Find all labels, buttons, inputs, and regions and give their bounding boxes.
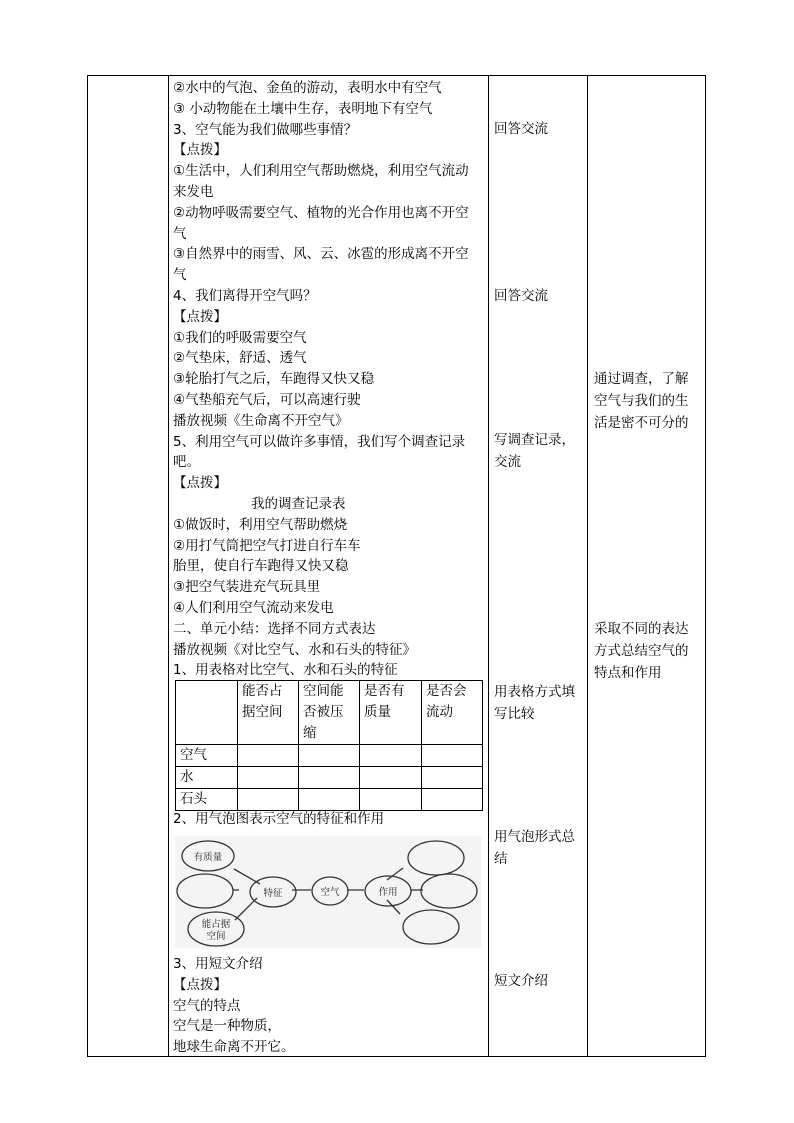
content-line: ③把空气装进充气玩具里: [173, 579, 321, 596]
content-line: 3、用短文介绍: [173, 956, 263, 972]
content-line: 气: [173, 225, 187, 242]
table-cell: [422, 789, 483, 811]
content-line: 【点拨】: [173, 475, 227, 492]
design-intent: 通过调查，了解 空气与我们的生 活是密不可分的: [594, 371, 689, 431]
content-line: 来发电: [173, 183, 214, 200]
bubble-space-label: 能占据: [201, 919, 231, 930]
table-cell: [238, 789, 299, 811]
content-line: 4、我们离得开空气吗？: [173, 287, 317, 304]
bubble-feature-label: 特征: [263, 888, 283, 899]
column-divider: [488, 76, 489, 1056]
content-line: ③自然界中的雨雪、风、云、冰雹的形成离不开空: [173, 246, 469, 263]
column-divider: [168, 76, 169, 1056]
content-line: ②动物呼吸需要空气、植物的光合作用也离不开空: [173, 204, 469, 221]
content-line: 【点拨】: [173, 142, 227, 159]
content-line: 3、空气能为我们做哪些事情？: [173, 121, 358, 138]
content-line: 5、利用空气可以做许多事情，我们写个调查记录: [173, 433, 466, 450]
content-line: ②气垫床，舒适、透气: [173, 350, 307, 367]
content-line: ④人们利用空气流动来发电: [173, 599, 334, 616]
table-cell: [360, 789, 422, 811]
table-cell: [360, 745, 422, 767]
content-line: ①做饭时，利用空气帮助燃烧: [173, 516, 348, 533]
content-line: ③轮胎打气之后，车跑得又快又稳: [173, 371, 375, 388]
design-intent: 采取不同的表达 方式总结空气的 特点和作用: [594, 621, 689, 681]
table-corner-cell: [176, 681, 238, 745]
table-cell: [299, 745, 360, 767]
student-activity: 短文介绍: [494, 973, 548, 989]
table-row-label: 石头: [176, 789, 238, 811]
table-cell: [299, 789, 360, 811]
table-header-cell: 能否占 据空间: [238, 681, 299, 745]
content-line: 空气的特点: [173, 997, 241, 1014]
bubble-center-label: 空气: [320, 887, 340, 898]
table-cell: [238, 745, 299, 767]
short-text-section: [173, 954, 483, 1058]
student-activity: 回答交流: [494, 288, 548, 304]
content-line: ④气垫船充气后，可以高速行驶: [173, 391, 361, 408]
column-divider: [587, 76, 588, 1056]
content-line: 胎里，使自行车跑得又快又稳: [173, 558, 349, 575]
student-activity: 回答交流: [494, 121, 548, 137]
student-activity: 写调查记录， 交流: [494, 432, 575, 470]
bubble-quality-label: 有质量: [193, 852, 223, 863]
table-row-label: 水: [176, 767, 238, 789]
teaching-content: [173, 78, 483, 681]
table-cell: [422, 767, 483, 789]
student-activity: 用气泡形式总 结: [494, 829, 575, 867]
bubble-title: 2、用气泡图表示空气的特征和作用: [173, 811, 385, 827]
content-line: ①生活中，人们利用空气帮助燃烧，利用空气流动: [173, 163, 469, 180]
comparison-table: [175, 680, 483, 811]
table-cell: [422, 745, 483, 767]
content-line: 空气是一种物质，: [173, 1018, 281, 1035]
content-line: 吧。: [173, 454, 200, 471]
content-line: 【点拨】: [173, 976, 227, 993]
student-activity: 用表格方式填 写比较: [494, 684, 575, 722]
content-line: 气: [173, 267, 187, 284]
lesson-table: [87, 75, 706, 1057]
table-cell: [299, 767, 360, 789]
table-row-label: 空气: [176, 745, 238, 767]
table-header-cell: 空间能 否被压 缩: [299, 681, 360, 745]
table-header-cell: 是否有 质量: [360, 681, 422, 745]
content-line: ②水中的气泡、金鱼的游动，表明水中有空气: [173, 80, 442, 96]
content-line: 播放视频《生命离不开空气》: [173, 412, 349, 429]
content-line: ①我们的呼吸需要空气: [173, 329, 307, 346]
record-table-title: 我的调查记录表: [251, 495, 346, 512]
content-line: 地球生命离不开它。: [173, 1039, 295, 1056]
content-line: 1、用表格对比空气、水和石头的特征: [173, 662, 398, 679]
bubble-space-label: 空间: [206, 931, 226, 942]
bubble-use-label: 作用: [378, 887, 398, 898]
content-line: ②用打气筒把空气打进自行车车: [173, 537, 361, 554]
table-header-cell: 是否会 流动: [422, 681, 483, 745]
content-line: 【点拨】: [173, 308, 227, 325]
content-line: 二、单元小结：选择不同方式表达: [173, 620, 376, 637]
table-cell: [360, 767, 422, 789]
table-cell: [238, 767, 299, 789]
content-line: 播放视频《对比空气、水和石头的特征》: [173, 641, 416, 658]
bubble-diagram: [175, 836, 481, 948]
content-line: ③ 小动物能在土壤中生存，表明地下有空气: [173, 100, 433, 117]
